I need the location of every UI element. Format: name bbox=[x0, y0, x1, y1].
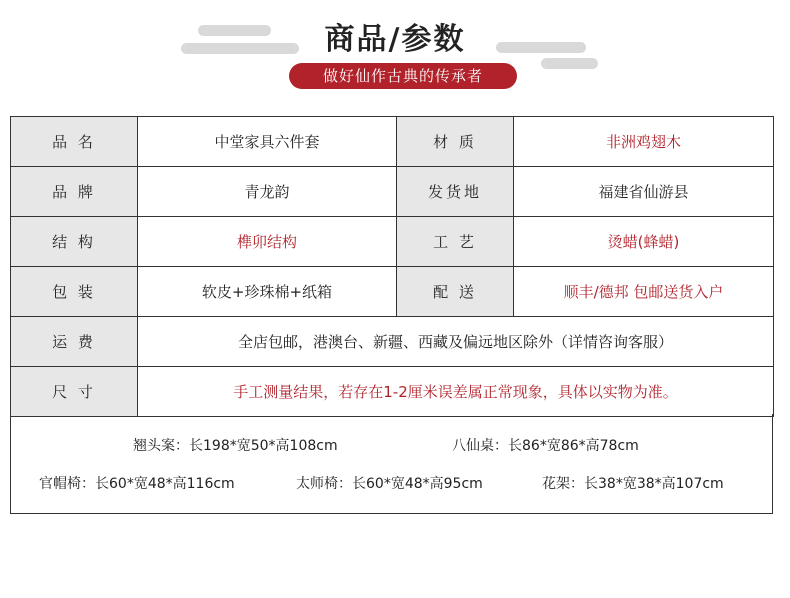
table-row bbox=[11, 167, 774, 217]
dimension-item: 八仙桌：长86*宽86*高78cm bbox=[452, 438, 639, 454]
value-origin: 福建省仙游县 bbox=[514, 167, 774, 217]
label-craft: 工 艺 bbox=[397, 217, 514, 267]
page-title: 商品/参数 bbox=[324, 22, 466, 57]
dimension-item: 翘头案：长198*宽50*高108cm bbox=[133, 438, 338, 454]
spec-table bbox=[10, 116, 774, 417]
table-row bbox=[11, 117, 774, 167]
table-row bbox=[11, 317, 774, 367]
table-row bbox=[11, 367, 774, 417]
label-structure: 结 构 bbox=[11, 217, 138, 267]
table-row bbox=[11, 217, 774, 267]
value-size-note: 手工测量结果，若存在1-2厘米误差属正常现象，具体以实物为准。 bbox=[138, 367, 774, 417]
label-origin: 发货地 bbox=[397, 167, 514, 217]
label-brand: 品 牌 bbox=[11, 167, 138, 217]
value-structure: 榫卯结构 bbox=[138, 217, 397, 267]
value-shipping: 全店包邮，港澳台、新疆、西藏及偏远地区除外（详情咨询客服） bbox=[138, 317, 774, 367]
dimension-item: 太师椅：长60*宽48*高95cm bbox=[296, 476, 483, 492]
table-row bbox=[11, 267, 774, 317]
dimension-item: 官帽椅：长60*宽48*高116cm bbox=[39, 476, 235, 492]
value-name: 中堂家具六件套 bbox=[138, 117, 397, 167]
right-cloud-decoration-lower bbox=[541, 58, 598, 69]
value-craft: 烫蜡(蜂蜡) bbox=[514, 217, 774, 267]
label-packaging: 包 装 bbox=[11, 267, 138, 317]
value-delivery: 顺丰/德邦 包邮送货入户 bbox=[514, 267, 774, 317]
label-delivery: 配 送 bbox=[397, 267, 514, 317]
slogan-banner: 做好仙作古典的传承者 bbox=[289, 63, 517, 89]
label-shipping: 运 费 bbox=[11, 317, 138, 367]
value-packaging: 软皮+珍珠棉+纸箱 bbox=[138, 267, 397, 317]
label-material: 材 质 bbox=[397, 117, 514, 167]
label-name: 品 名 bbox=[11, 117, 138, 167]
value-brand: 青龙韵 bbox=[138, 167, 397, 217]
label-size: 尺 寸 bbox=[11, 367, 138, 417]
dimension-item: 花架：长38*宽38*高107cm bbox=[542, 476, 724, 492]
dimensions-panel bbox=[10, 414, 773, 514]
value-material: 非洲鸡翅木 bbox=[514, 117, 774, 167]
